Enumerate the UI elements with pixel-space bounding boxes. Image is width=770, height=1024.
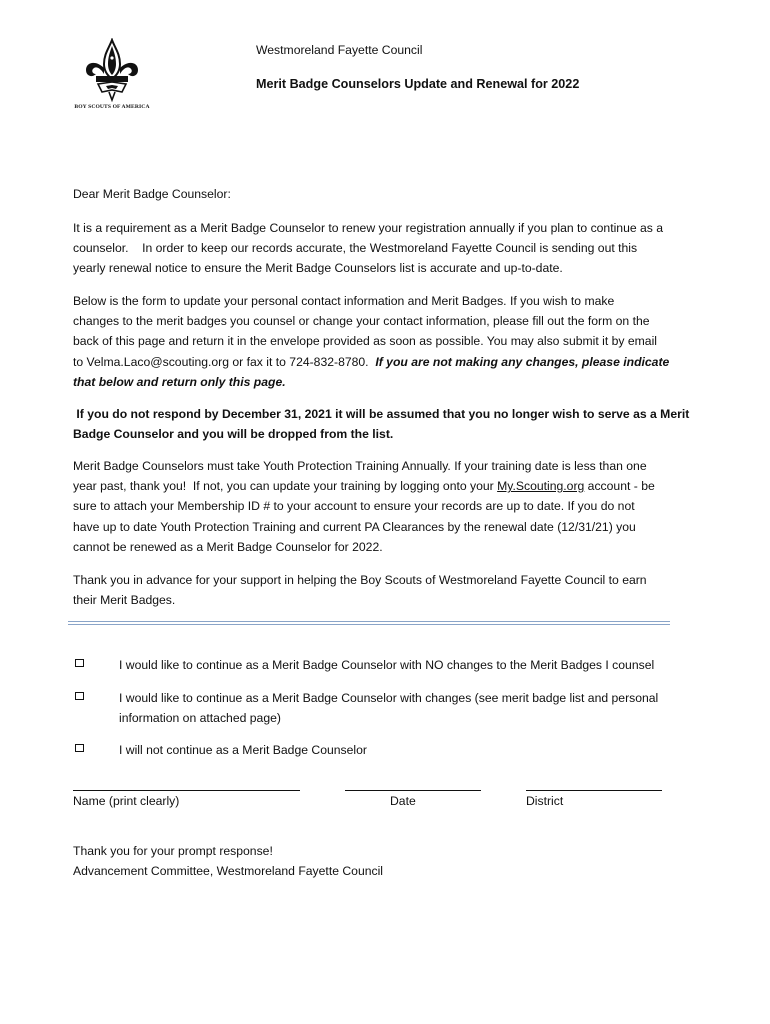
bsa-logo (72, 38, 152, 118)
no-changes-note-cont: that below and return only this page. (73, 374, 286, 389)
name-label: Name (print clearly) (73, 794, 180, 808)
checkbox-no-changes[interactable] (75, 659, 84, 667)
text-line: Badge Counselor and you will be dropped from the list. (73, 427, 394, 442)
text-line (73, 372, 698, 392)
no-changes-note: If you are not making any changes, please indicate (375, 354, 670, 369)
text-line: sure to attach your Membership ID # to your account to ensure your records are up to date. If you do not (73, 499, 635, 514)
text-line: It is a requirement as a Merit Badge Counselor to renew your registration annually if you plan to continue as a (73, 221, 664, 235)
paragraph-deadline (73, 404, 698, 444)
logo-text: BOY SCOUTS OF AMERICA (74, 104, 150, 110)
text-line: yearly renewal notice to ensure the Merit Badge Counselors list is accurate and up-to-date. (73, 261, 563, 276)
text-line: year past, thank you! If not, you can update your training by logging onto your My.Scouting.org account - be (73, 479, 655, 494)
paragraph-youth-protection (73, 456, 698, 557)
text-line: changes to the merit badges you counsel or change your contact information, please fill out the form on the (73, 314, 650, 329)
option-label: I would like to continue as a Merit Badge Counselor with NO changes to the Merit Badges I counsel (119, 658, 655, 672)
paragraph-update-form (73, 291, 698, 392)
closing-signature: Advancement Committee, Westmoreland Fayette Council (73, 864, 384, 879)
checkbox-not-continue[interactable] (75, 744, 84, 752)
district-label: District (526, 794, 564, 808)
paragraph-thanks (73, 570, 698, 610)
text-line: Merit Badge Counselors must take Youth Protection Training Annually. If your training date is less than one (73, 459, 647, 473)
divider (68, 621, 670, 625)
closing-line: Thank you for your prompt response! (73, 844, 273, 858)
text-line: their Merit Badges. (73, 593, 176, 608)
paragraph-renewal (73, 218, 698, 279)
text-line: counselor. In order to keep our records accurate, the Westmoreland Fayette Council is sending out this (73, 241, 638, 256)
checkbox-with-changes[interactable] (75, 692, 84, 700)
text-line: cannot be renewed as a Merit Badge Counselor for 2022. (73, 539, 383, 554)
document-title: Merit Badge Counselors Update and Renewal for 2022 (256, 77, 580, 91)
option-label: I would like to continue as a Merit Badge Counselor with changes (see merit badge list and personal information on attached page) (119, 691, 659, 726)
closing (73, 841, 698, 881)
council-name: Westmoreland Fayette Council (256, 43, 423, 57)
text-line (73, 352, 698, 372)
option-label: I will not continue as a Merit Badge Counselor (119, 743, 367, 757)
text-line: have up to date Youth Protection Training and current PA Clearances by the renewal date (12/31/21) you (73, 519, 636, 534)
salutation: Dear Merit Badge Counselor: (73, 187, 231, 201)
date-label: Date (390, 794, 416, 808)
text-line: back of this page and return it in the envelope provided as soon as possible. You may also submit it by email (73, 334, 657, 349)
contact-text: to Velma.Laco@scouting.org or fax it to 724-832-8780. (73, 354, 376, 369)
my-scouting-link[interactable]: My.Scouting.org (497, 479, 585, 494)
text-line: Thank you in advance for your support in helping the Boy Scouts of Westmoreland Fayette Council to earn (73, 573, 647, 587)
text-line: If you do not respond by December 31, 2021 it will be assumed that you no longer wish to serve as a Merit (73, 407, 690, 421)
text-line: Below is the form to update your personal contact information and Merit Badges. If you wish to make (73, 294, 615, 308)
fleur-de-lis-icon (82, 38, 142, 102)
